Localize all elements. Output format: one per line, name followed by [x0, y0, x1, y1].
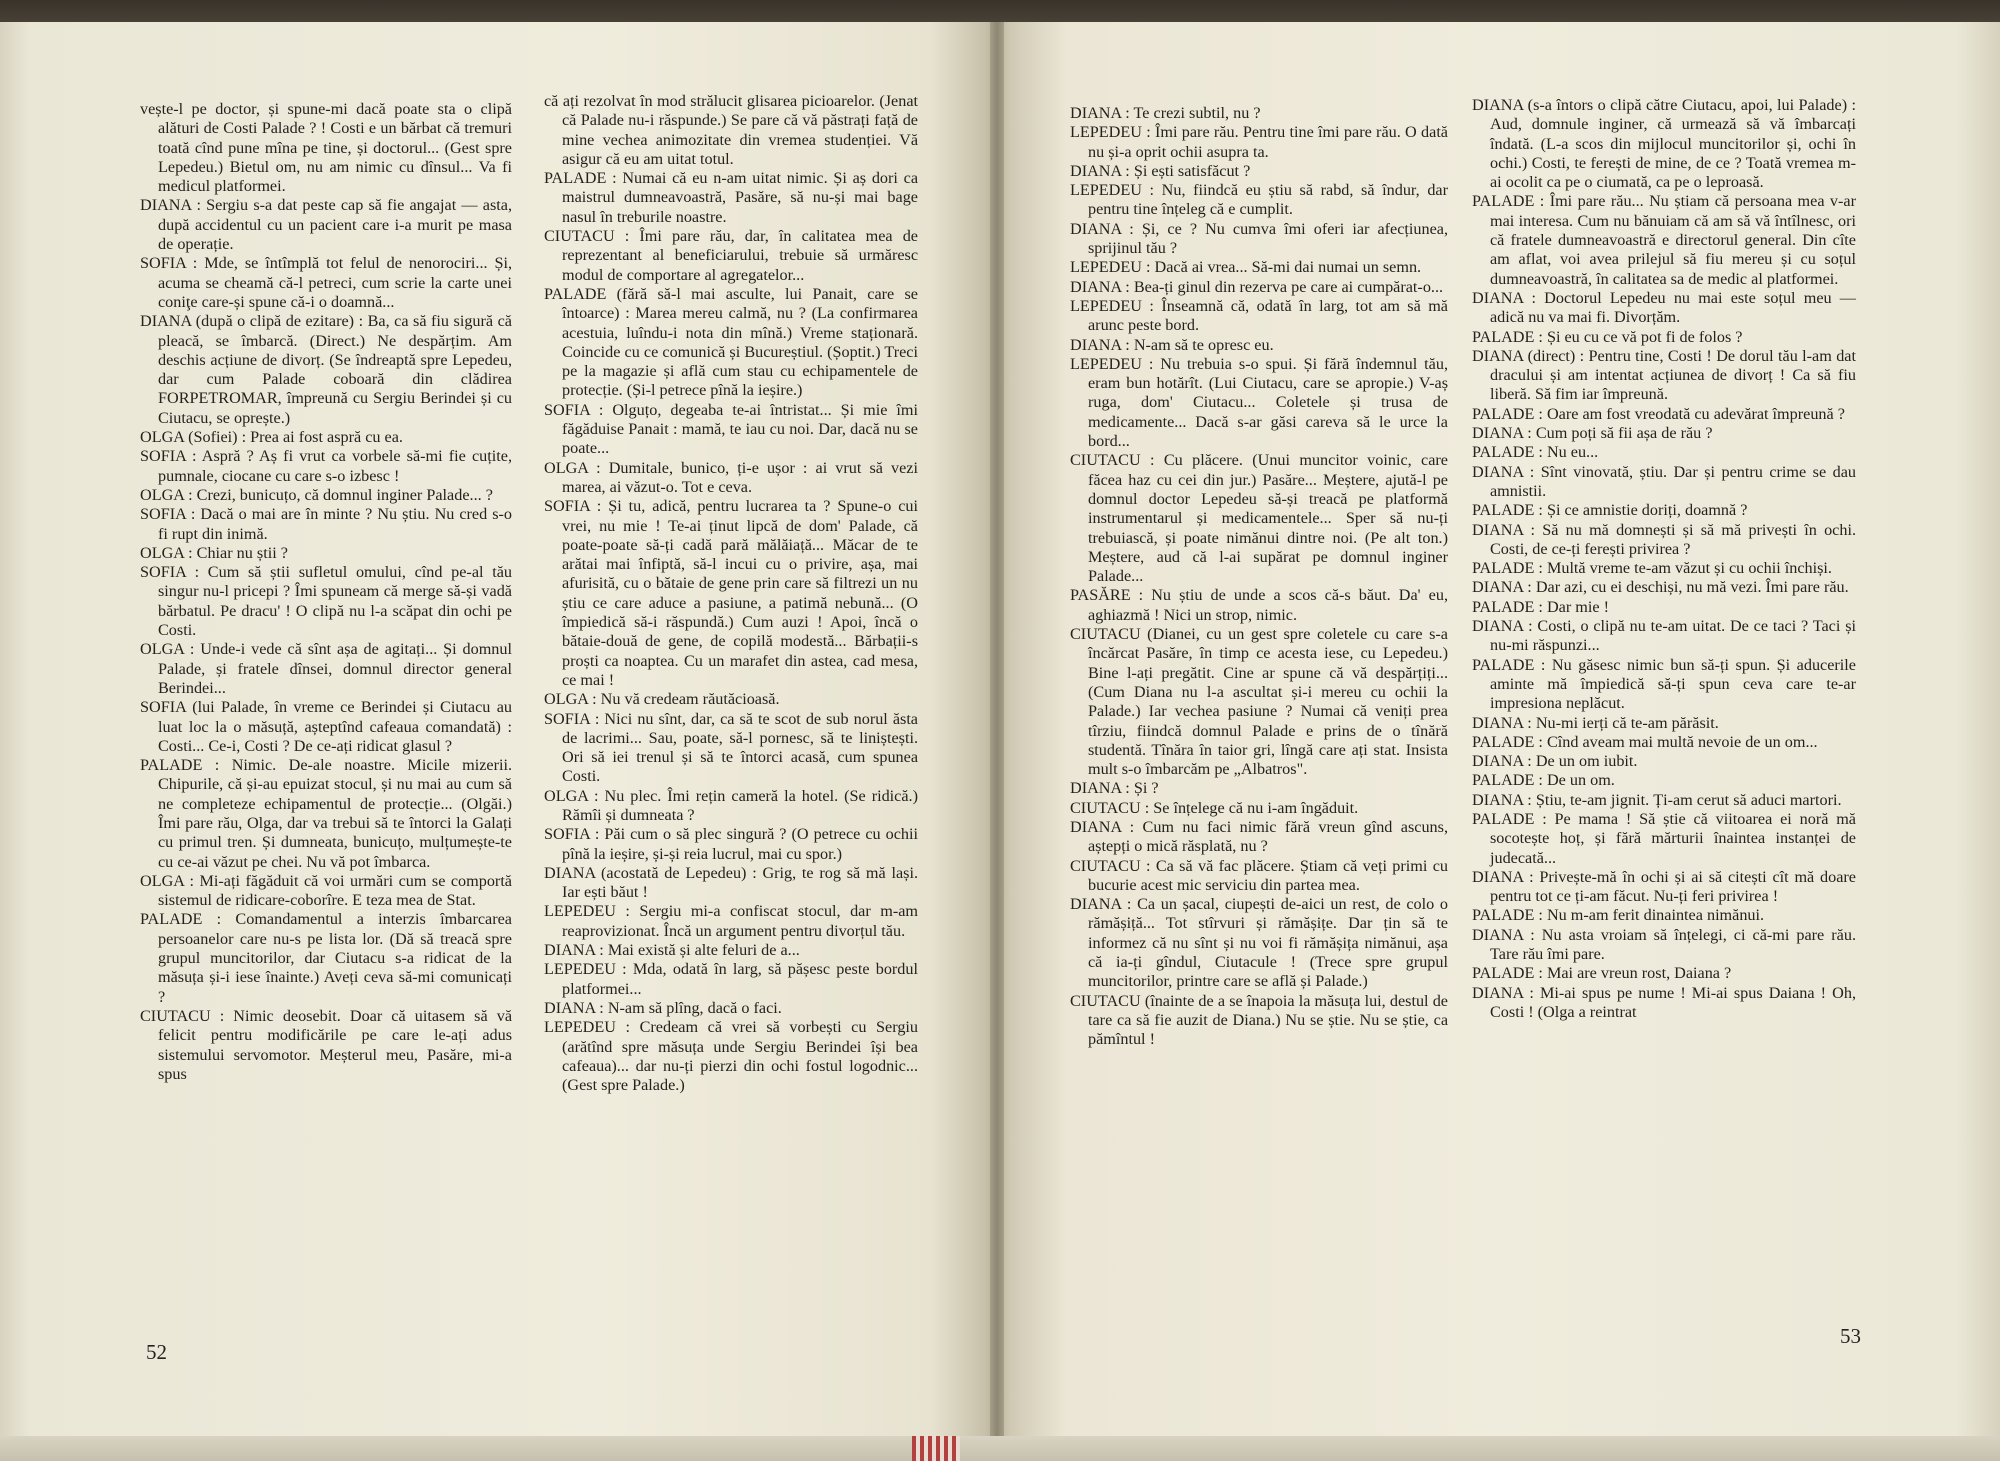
right-page-column-1 [1070, 104, 1448, 1050]
dialogue-line: OLGA : Crezi, bunicuțo, că domnul inginer Palade... ? [140, 485, 493, 504]
dialogue-line: LEPEDEU : Credeam că vrei să vorbești cu Sergiu (arătînd spre măsuța unde Sergiu Berindei își bea cafeaua)... dar nu-ți pierzi din ochi fostul logodnic... (Gest spre Palade.) [544, 1018, 918, 1095]
left-page-column-2 [544, 92, 918, 1095]
dialogue-line: OLGA (Sofiei) : Prea ai fost aspră cu ea. [140, 428, 403, 447]
dialogue-line: DIANA : N-am să plîng, dacă o faci. [544, 998, 782, 1017]
dialogue-line: PALADE : Multă vreme te-am văzut și cu ochii închiși. [1472, 559, 1832, 578]
dialogue-line: DIANA : Și ești satisfăcut ? [1070, 161, 1251, 180]
dialogue-line: DIANA : De un om iubit. [1472, 752, 1638, 771]
dialogue-line: PALADE : Numai că eu n-am uitat nimic. Și aș dori ca maistrul dumneavoastră, Pasăre, să nu-și mai bage nasul în treburile noastre. [544, 169, 918, 226]
dialogue-line: SOFIA : Păi cum o să plec singură ? (O petrece cu ochii pînă la ieșire, și-și reia lucrul, mai cu spor.) [544, 825, 918, 863]
dialogue-line: PALADE : Nu eu... [1472, 443, 1599, 462]
dialogue-line: OLGA : Chiar nu știi ? [140, 543, 288, 562]
dialogue-line: DIANA : Cum poți să fii așa de rău ? [1472, 424, 1713, 443]
dialogue-line: DIANA : Nu asta vroiam să înțelegi, ci că-mi pare rău. Tare rău îmi pare. [1472, 925, 1856, 964]
dialogue-line: OLGA : Nu plec. Îmi rețin cameră la hotel. (Se ridică.) Rămîi și dumneata ? [544, 786, 918, 824]
dialogue-line: DIANA : Și ? [1070, 779, 1159, 798]
dialogue-line: DIANA : Ca un șacal, ciupești de-aici un rest, de colo o rămășiță... Tot stîrvuri și rămășițe. Dar țin să te informez că nu sînt și nu voi fi rămășița nimănui, așa că ia-ți gîndul, Ciutacule ! (Trece spre grupul muncitorilor, printre care se află și Palade.) [1070, 895, 1448, 991]
dialogue-line: DIANA : Costi, o clipă nu te-am uitat. De ce taci ? Taci și nu-mi răspunzi... [1472, 617, 1856, 655]
book-gutter [990, 22, 1004, 1442]
dialogue-line: LEPEDEU : Înseamnă că, odată în larg, tot am să mă arunc peste bord. [1070, 296, 1448, 335]
left-page [0, 22, 996, 1442]
dialogue-line: OLGA : Dumitale, bunico, ți-e ușor : ai vrut să vezi marea, ai văzut-o. Tot e ceva. [544, 458, 918, 496]
dialogue-line: PALADE : Și eu cu ce vă pot fi de folos ? [1472, 327, 1743, 346]
page-number-left: 52 [146, 1340, 167, 1364]
dialogue-line: DIANA (s-a întors o clipă către Ciutacu, apoi, lui Palade) : Aud, domnule inginer, că urmează să vă îmbarcați îndată. (L-a scos din mijlocul muncitorilor și, ochi în ochi.) Costi, te ferești de mine, de ce ? Toată vremea m-ai ocolit ca pe o ciumată, ca pe o leproasă. [1472, 96, 1856, 192]
dialogue-line: DIANA (după o clipă de ezitare) : Ba, ca să fiu sigură că pleacă, se îmbarcă. (Direct.) Ne despărțim. Am deschis acțiune de divorț. (Se îndreaptă spre Lepedeu, dar cum Palade coboară din clădirea FORPETROMAR, împreună cu Sergiu Berindei și cu Ciutacu, se oprește.) [140, 312, 512, 427]
dialogue-line: SOFIA : Cum să știi sufletul omului, cînd pe-al tău singur nu-l pricepi ? Îmi spuneam că merge să-și vadă bărbatul. Pe dracu' ! O clipă nu l-a scăpat din ochi pe Costi. [140, 563, 512, 640]
dialogue-line: DIANA : Bea-ți ginul din rezerva pe care ai cumpărat-o... [1070, 277, 1444, 296]
dialogue-line: OLGA : Nu vă credeam răutăcioasă. [544, 690, 780, 709]
page-number-right: 53 [1840, 1324, 1861, 1348]
right-page-column-2 [1472, 96, 1856, 1022]
dialogue-line: SOFIA : Nici nu sînt, dar, ca să te scot de sub norul ăsta de lacrimi... Sau, poate, să-l pornesc, să te liniștești. Ori să iei trenul și să te întorci acasă, cum spunea Costi. [544, 709, 918, 786]
dialogue-line: DIANA : Și, ce ? Nu cumva îmi oferi iar afecțiunea, sprijinul tău ? [1070, 219, 1448, 258]
dialogue-line: DIANA : Sergiu s-a dat peste cap să fie angajat — asta, după accidentul cu un pacient care i-a murit pe masa de operație. [140, 196, 512, 254]
dialogue-line: PASĂRE : Nu știu de unde a scos că-s băut. Da' eu, aghiazmă ! Nici un strop, nimic. [1070, 586, 1448, 624]
dialogue-line: că ați rezolvat în mod strălucit glisarea picioarelor. (Jenat că Palade nu-i răspunde.) Se pare că vă păstrați față de mine vechea animozitate din vremea studenției. Vă asigur că eu am uitat totul. [544, 92, 918, 168]
dialogue-line: SOFIA : Aspră ? Aș fi vrut ca vorbele să-mi fie cuțite, pumnale, ciocane cu care s-o izbesc ! [140, 447, 512, 485]
dialogue-line: PALADE : Nimic. De-ale noastre. Micile mizerii. Chipurile, că și-au epuizat stocul, și nu mai au cum să ne completeze echipamentul de protecție... (Olgăi.) Îmi pare rău, Olga, dar va trebui să te întorci la Galați cu primul tren. Și dumneata, bunicuțo, mulțumește-te cu ce-ai văzut pe chei. Nu vă pot îmbarca. [140, 756, 512, 871]
dialogue-line: PALADE : Îmi pare rău... Nu știam că persoana mea v-ar mai interesa. Cum nu bănuiam că am să vă întîlnesc, ori că fratele dumneavoastră e directorul general. Din cîte am aflat, voi avea prilejul să fiu mereu și cu soțul dumneavoastră, în calitatea sa de medic al platformei. [1472, 192, 1856, 288]
dialogue-line: PALADE : Și ce amnistie doriți, doamnă ? [1472, 501, 1748, 520]
dialogue-line: SOFIA : Dacă o mai are în minte ? Nu știu. Nu cred s-o fi rupt din inimă. [140, 505, 512, 543]
dialogue-line: LEPEDEU : Mda, odată în larg, să pășesc peste bordul platformei... [544, 960, 918, 998]
dialogue-line: CIUTACU (Dianei, cu un gest spre coletele cu care s-a încărcat Pasăre, în timp ce acesta iese, cu Lepedeu.) Bine l-ați pregătit. Cine ar spune că vă despărțiți... (Cum Diana nu l-a ascultat și-i mereu cu ochii la Palade.) Iar vechea pasiune ? Numai că veniți prea tîrziu, fiindcă domnul Palade e prins de o tînără studentă. Tînăra în taior gri, lîngă care ați stat. Insista mult s-o îmbarcăm pe „Albatros". [1070, 625, 1448, 779]
dialogue-line: SOFIA (lui Palade, în vreme ce Berindei și Ciutacu au luat loc la o măsuță, așteptînd cafeaua comandată) : Costi... Ce-i, Costi ? De ce-ați ridicat glasul ? [140, 698, 512, 755]
dialogue-line: PALADE : Pe mama ! Să știe că viitoarea ei noră mă socotește hoț, și fără mărturii înaintea instanței de judecată... [1472, 809, 1856, 867]
dialogue-line: LEPEDEU : Îmi pare rău. Pentru tine îmi pare rău. O dată nu și-a oprit ochii asupra ta. [1070, 123, 1448, 161]
dialogue-line: CIUTACU : Nimic deosebit. Doar că uitasem să vă felicit pentru modificările pe care le-ați adus sistemului servomotor. Meșterul meu, Pasăre, mi-a spus [140, 1006, 512, 1083]
dialogue-line: PALADE : De un om. [1472, 771, 1615, 790]
dialogue-line: DIANA : Te crezi subtil, nu ? [1070, 104, 1261, 122]
dialogue-line: DIANA : Cum nu faci nimic fără vreun gînd ascuns, aștepți o mică răsplată, nu ? [1070, 817, 1448, 856]
dialogue-line: CIUTACU : Se înțelege că nu i-am îngăduit. [1070, 798, 1359, 817]
dialogue-line: PALADE : Nu m-am ferit dinaintea nimănui. [1472, 906, 1765, 925]
dialogue-line: CIUTACU : Ca să vă fac plăcere. Știam că veți primi cu bucurie acest mic serviciu din partea mea. [1070, 856, 1448, 894]
dialogue-line: LEPEDEU : Sergiu mi-a confiscat stocul, dar m-am reaprovizionat. Încă un argument pentru divorțul tău. [544, 902, 918, 940]
binding-thread [912, 1436, 960, 1461]
dialogue-line: SOFIA : Olguțo, degeaba te-ai întristat... Și mie îmi făgăduise Panait : mamă, te iau cu noi. Dar, dacă nu se poate... [544, 400, 918, 458]
dialogue-line: PALADE : Nu găsesc nimic bun să-ți spun. Și aducerile aminte mă împiedică să-ți spun ceva care te-ar impresiona neplăcut. [1472, 655, 1856, 713]
dialogue-line: DIANA : N-am să te opresc eu. [1070, 335, 1274, 354]
dialogue-line: OLGA : Mi-ați făgăduit că voi urmări cum se comportă sistemul de ridicare-coborîre. E teza mea de Stat. [140, 871, 512, 910]
dialogue-line: CIUTACU : Cu plăcere. (Unui muncitor voinic, care făcea haz cu cei din jur.) Pasăre... Meștere, ajută-l pe domnul doctor Lepedeu să-și treacă pe platformă instrumentarul și medicamentele... Sper să nu-ți trebuiască, și poate nimănui dintre noi. (Pe alt ton.) Meștere, aud că l-ai supărat pe domnul inginer Palade... [1070, 451, 1448, 586]
dialogue-line: DIANA : Privește-mă în ochi și ai să citești cît mă doare pentru tot ce ți-am făcut. Nu-ți feri privirea ! [1472, 867, 1856, 906]
dialogue-line: DIANA : Știu, te-am jignit. Ți-am cerut să aduci martori. [1472, 790, 1842, 809]
dialogue-line: CIUTACU (înainte de a se înapoia la măsuța lui, destul de tare ca să fie auzit de Diana.) Nu se știe. Nu se știe, ca pămîntul ! [1070, 991, 1448, 1049]
dialogue-line: DIANA : Dar azi, cu ei deschiși, nu mă vezi. Îmi pare rău. [1472, 578, 1849, 597]
dialogue-line: PALADE : Dar mie ! [1472, 597, 1609, 616]
dialogue-line: LEPEDEU : Nu trebuia s-o spui. Și fără îndemnul tău, eram bun hotărît. (Lui Ciutacu, care se apropie.) V-aș ruga, dom' Ciutacu... Coletele și trusa de medicamente... Dacă s-ar găsi careva să le urce la bord... [1070, 354, 1448, 451]
dialogue-line: DIANA : Mi-ai spus pe nume ! Mi-ai spus Daiana ! Oh, Costi ! (Olga a reintrat [1472, 983, 1856, 1021]
dialogue-line: SOFIA : Și tu, adică, pentru lucrarea ta ? Spune-o cui vrei, nu mie ! Te-ai ținut lipcă de dom' Palade, că poate-poate să-ți cadă pară mălăiață... Măcar de te arătai mai înfiptă, să-l incui cu o privire, așa, mai afurisită, cu o bătaie de gene prin care să filtrezi un nu știu ce care aduce a pasiune, a patimă nebună... (O împiedică să-i răspundă.) Cum auzi ! Apoi, încă o bătaie-două de gene, de copilă modestă... Bărbații-s proști ca noaptea. Cu un marafet din astea, cad mesa, ce mai ! [544, 497, 918, 689]
dialogue-line: DIANA : Sînt vinovată, știu. Dar și pentru crime se dau amnistii. [1472, 462, 1856, 500]
dialogue-line: SOFIA : Mde, se întîmplă tot felul de nenorociri... Și, acuma se cheamă că-l petreci, cum scrie la carte unei coniţe care-și spune că-i o doamnă... [140, 254, 512, 311]
dialogue-line: CIUTACU : Îmi pare rău, dar, în calitatea mea de reprezentant al beneficiarului, trebuie să urmăresc modul de comportare al agregatelor... [544, 227, 918, 284]
dialogue-line: DIANA : Să nu mă domnești și să mă privești în ochi. Costi, de ce-ți ferești privirea ? [1472, 520, 1856, 558]
page-edges [0, 1436, 2000, 1461]
dialogue-line: PALADE : Mai are vreun rost, Daiana ? [1472, 964, 1732, 983]
dialogue-line: DIANA (direct) : Pentru tine, Costi ! De dorul tău l-am dat dracului și am intentat acțiunea de divorț ! Ca să fiu liberă. Să fim iar împreună. [1472, 346, 1856, 404]
dialogue-line: OLGA : Unde-i vede că sînt așa de agitați... Și domnul Palade, și fratele dînsei, domnul director general Berindei... [140, 640, 512, 697]
dialogue-line: LEPEDEU : Dacă ai vrea... Să-mi dai numai un semn. [1070, 258, 1422, 277]
dialogue-line: LEPEDEU : Nu, fiindcă eu știu să rabd, să îndur, dar pentru tine înțeleg că e cumplit. [1070, 181, 1448, 219]
dialogue-line: DIANA (acostată de Lepedeu) : Grig, te rog să mă lași. Iar ești băut ! [544, 863, 918, 902]
dialogue-line: DIANA : Mai există și alte feluri de a... [544, 941, 800, 960]
dialogue-line: DIANA : Doctorul Lepedeu nu mai este soțul meu — adică nu va mai fi. Divorțăm. [1472, 288, 1856, 327]
dialogue-line: DIANA : Nu-mi ierți că te-am părăsit. [1472, 713, 1719, 732]
dialogue-line: PALADE : Oare am fost vreodată cu adevărat împreună ? [1472, 404, 1845, 423]
dialogue-line: PALADE : Cînd aveam mai multă nevoie de un om... [1472, 732, 1818, 751]
right-page [996, 22, 2000, 1442]
dialogue-line: PALADE : Comandamentul a interzis îmbarcarea persoanelor care nu-s pe lista lor. (Dă să treacă spre grupul muncitorilor, dar Ciutacu s-a ridicat de la măsuța și-i iese înainte.) Aveți ceva să-mi comunicați ? [140, 910, 512, 1006]
dialogue-line: PALADE (fără să-l mai asculte, lui Panait, care se întoarce) : Marea mereu calmă, nu ? (La confirmarea acestuia, luîndu-i nota din mînă.) Vreme staționară. Coincide cu ce comunică și Bucureștiul. (Șoptit.) Treci pe la magazie și află cum stau cu echipamentele de protecție. (Și-l petrece pînă la ieșire.) [544, 284, 918, 400]
dialogue-line: vește-l pe doctor, și spune-mi dacă poate sta o clipă alături de Costi Palade ? ! Costi e un bărbat că tremuri toată cînd pune mîna pe tine, și doctorul... (Gest spre Lepedeu.) Bietul om, nu am nimic cu dînsul... Va fi medicul platformei. [140, 100, 512, 196]
left-page-column-1 [140, 100, 512, 1084]
